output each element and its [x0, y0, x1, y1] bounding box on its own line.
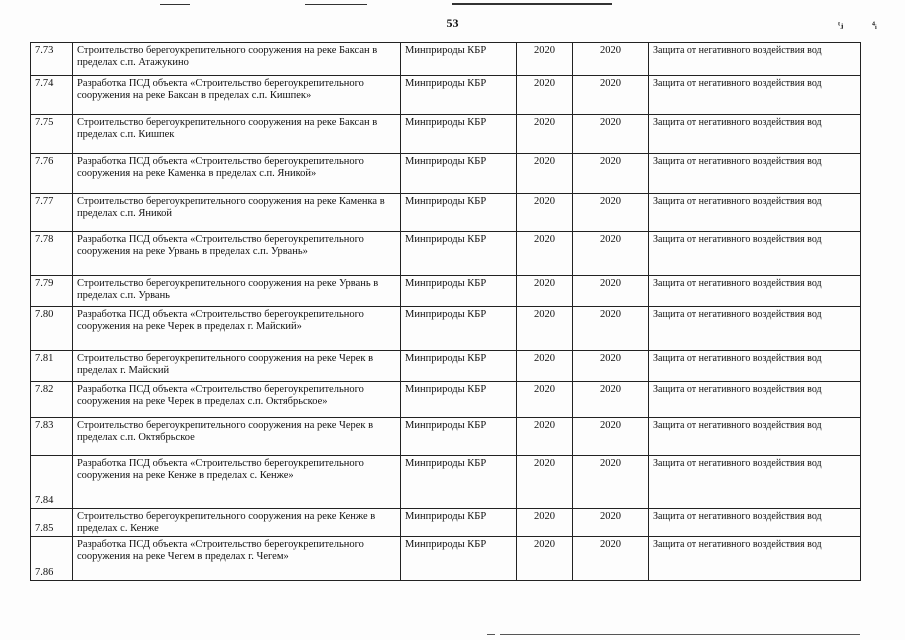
- row-department: Минприроды КБР: [401, 154, 517, 194]
- row-direction: Защита от негативного воздействия вод: [649, 418, 861, 456]
- row-department: Минприроды КБР: [401, 509, 517, 537]
- row-start-year: 2020: [517, 537, 573, 581]
- row-end-year: 2020: [573, 456, 649, 509]
- row-name: Разработка ПСД объекта «Строительство берегоукрепительного сооружения на реке Черек в пределах с.п. Октябрьское»: [73, 382, 401, 418]
- row-start-year: 2020: [517, 418, 573, 456]
- row-end-year: 2020: [573, 307, 649, 351]
- row-start-year: 2020: [517, 115, 573, 154]
- row-direction: Защита от негативного воздействия вод: [649, 509, 861, 537]
- row-name: Разработка ПСД объекта «Строительство берегоукрепительного сооружения на реке Каменка в пределах с.п. Яникой»: [73, 154, 401, 194]
- table-row: [31, 76, 861, 115]
- row-number: 7.78: [31, 232, 73, 276]
- row-department: Минприроды КБР: [401, 276, 517, 307]
- table-row: [31, 509, 861, 537]
- row-end-year: 2020: [573, 154, 649, 194]
- row-department: Минприроды КБР: [401, 382, 517, 418]
- row-direction: Защита от негативного воздействия вод: [649, 307, 861, 351]
- row-department: Минприроды КБР: [401, 418, 517, 456]
- row-name: Строительство берегоукрепительного сооружения на реке Урвань в пределах с.п. Урвань: [73, 276, 401, 307]
- table-row: [31, 382, 861, 418]
- row-number: 7.85: [31, 509, 73, 537]
- table-row: [31, 232, 861, 276]
- table-row: [31, 154, 861, 194]
- row-department: Минприроды КБР: [401, 537, 517, 581]
- scan-line-top-2: [305, 4, 367, 5]
- row-start-year: 2020: [517, 351, 573, 382]
- row-number: 7.75: [31, 115, 73, 154]
- row-number: 7.77: [31, 194, 73, 232]
- row-name: Строительство берегоукрепительного сооружения на реке Каменка в пределах с.п. Яникой: [73, 194, 401, 232]
- row-number: 7.81: [31, 351, 73, 382]
- row-start-year: 2020: [517, 307, 573, 351]
- row-start-year: 2020: [517, 76, 573, 115]
- row-name: Строительство берегоукрепительного сооружения на реке Баксан в пределах с.п. Атажукино: [73, 43, 401, 76]
- scan-line-top-3: [452, 3, 612, 5]
- row-start-year: 2020: [517, 276, 573, 307]
- row-department: Минприроды КБР: [401, 43, 517, 76]
- row-name: Разработка ПСД объекта «Строительство берегоукрепительного сооружения на реке Чегем в пределах г. Чегем»: [73, 537, 401, 581]
- scan-line-bottom-2: [487, 634, 495, 635]
- row-name: Разработка ПСД объекта «Строительство берегоукрепительного сооружения на реке Черек в пределах г. Майский»: [73, 307, 401, 351]
- row-direction: Защита от негативного воздействия вод: [649, 194, 861, 232]
- table-row: [31, 418, 861, 456]
- row-name: Строительство берегоукрепительного сооружения на реке Кенже в пределах с. Кенже: [73, 509, 401, 537]
- row-department: Минприроды КБР: [401, 76, 517, 115]
- row-end-year: 2020: [573, 382, 649, 418]
- row-start-year: 2020: [517, 194, 573, 232]
- row-direction: Защита от негативного воздействия вод: [649, 43, 861, 76]
- row-name: Разработка ПСД объекта «Строительство берегоукрепительного сооружения на реке Кенже в пределах с. Кенже»: [73, 456, 401, 509]
- row-direction: Защита от негативного воздействия вод: [649, 382, 861, 418]
- row-end-year: 2020: [573, 76, 649, 115]
- row-end-year: 2020: [573, 509, 649, 537]
- row-start-year: 2020: [517, 382, 573, 418]
- corner-mark-2: ⁴ᵢ: [872, 20, 877, 31]
- corner-mark-1: ᵗⱼ: [838, 20, 844, 31]
- row-number: 7.83: [31, 418, 73, 456]
- row-department: Минприроды КБР: [401, 115, 517, 154]
- table-row: [31, 43, 861, 76]
- row-number: 7.79: [31, 276, 73, 307]
- row-department: Минприроды КБР: [401, 351, 517, 382]
- row-number: 7.84: [31, 456, 73, 509]
- page-number: 53: [446, 16, 459, 30]
- row-end-year: 2020: [573, 351, 649, 382]
- row-end-year: 2020: [573, 194, 649, 232]
- row-end-year: 2020: [573, 537, 649, 581]
- table-row: [31, 456, 861, 509]
- row-end-year: 2020: [573, 115, 649, 154]
- row-direction: Защита от негативного воздействия вод: [649, 537, 861, 581]
- table-row: [31, 115, 861, 154]
- row-number: 7.74: [31, 76, 73, 115]
- row-name: Разработка ПСД объекта «Строительство берегоукрепительного сооружения на реке Баксан в пределах с.п. Кишпек»: [73, 76, 401, 115]
- row-name: Строительство берегоукрепительного сооружения на реке Черек в пределах с.п. Октябрьское: [73, 418, 401, 456]
- row-department: Минприроды КБР: [401, 307, 517, 351]
- row-direction: Защита от негативного воздействия вод: [649, 232, 861, 276]
- row-number: 7.82: [31, 382, 73, 418]
- row-name: Строительство берегоукрепительного сооружения на реке Баксан в пределах с.п. Кишпек: [73, 115, 401, 154]
- row-start-year: 2020: [517, 509, 573, 537]
- row-number: 7.76: [31, 154, 73, 194]
- row-number: 7.86: [31, 537, 73, 581]
- row-start-year: 2020: [517, 43, 573, 76]
- row-department: Минприроды КБР: [401, 232, 517, 276]
- row-end-year: 2020: [573, 232, 649, 276]
- row-direction: Защита от негативного воздействия вод: [649, 154, 861, 194]
- table-row: [31, 276, 861, 307]
- row-number: 7.73: [31, 43, 73, 76]
- activities-table-body: [31, 43, 861, 581]
- row-end-year: 2020: [573, 276, 649, 307]
- row-start-year: 2020: [517, 456, 573, 509]
- row-department: Минприроды КБР: [401, 456, 517, 509]
- row-name: Разработка ПСД объекта «Строительство берегоукрепительного сооружения на реке Урвань в пределах с.п. Урвань»: [73, 232, 401, 276]
- row-direction: Защита от негативного воздействия вод: [649, 276, 861, 307]
- table-row: [31, 307, 861, 351]
- row-number: 7.80: [31, 307, 73, 351]
- activities-table: [30, 42, 861, 581]
- scan-line-top-1: [160, 4, 190, 5]
- row-end-year: 2020: [573, 418, 649, 456]
- row-direction: Защита от негативного воздействия вод: [649, 456, 861, 509]
- row-direction: Защита от негативного воздействия вод: [649, 76, 861, 115]
- scan-line-bottom-1: [500, 634, 860, 635]
- table-row: [31, 537, 861, 581]
- row-end-year: 2020: [573, 43, 649, 76]
- table-row: [31, 194, 861, 232]
- row-department: Минприроды КБР: [401, 194, 517, 232]
- row-name: Строительство берегоукрепительного сооружения на реке Черек в пределах г. Майский: [73, 351, 401, 382]
- row-start-year: 2020: [517, 154, 573, 194]
- table-row: [31, 351, 861, 382]
- row-start-year: 2020: [517, 232, 573, 276]
- row-direction: Защита от негативного воздействия вод: [649, 351, 861, 382]
- row-direction: Защита от негативного воздействия вод: [649, 115, 861, 154]
